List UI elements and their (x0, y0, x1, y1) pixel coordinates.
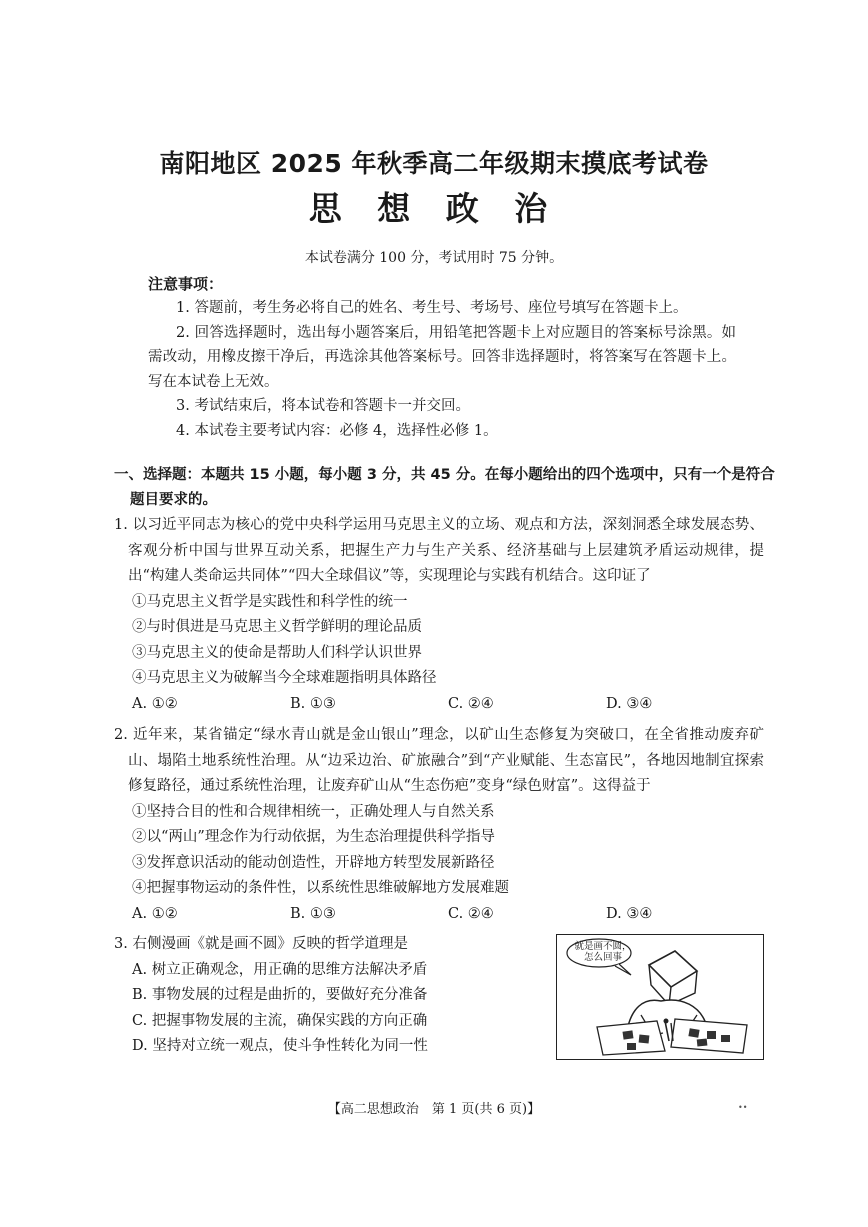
notice-item: 3. 考试结束后，将本试卷和答题卡一并交回。 (176, 398, 470, 414)
option-b: B. 事物发展的过程是曲折的，要做好充分准备 (132, 987, 428, 1003)
notice-item: 1. 答题前，考生务必将自己的姓名、考生号、考场号、座位号填写在答题卡上。 (176, 300, 688, 316)
notice-list (148, 296, 736, 443)
option-a: A. 树立正确观念，用正确的思维方法解决矛盾 (132, 961, 428, 978)
exam-title: 南阳地区 2025 年秋季高二年级期末摸底考试卷 (159, 149, 709, 178)
cartoon-illustration (556, 934, 764, 1060)
option-d: D. ③④ (606, 695, 653, 712)
question-statement: ④马克思主义为破解当今全球难题指明具体路径 (132, 670, 437, 686)
question-statement: ④把握事物运动的条件性，以系统性思维破解地方发展难题 (132, 880, 509, 896)
question-2 (114, 723, 764, 927)
question-statement: ①坚持合目的性和合规律相统一，正确处理人与自然关系 (132, 803, 495, 820)
question-options (114, 902, 764, 928)
corner-mark: •• (738, 1103, 748, 1112)
notice-item: 4. 本试卷主要考试内容：必修 4，选择性必修 1。 (176, 422, 498, 439)
option-c: C. ②④ (448, 905, 494, 922)
question-statement: ③马克思主义的使命是帮助人们科学认识世界 (132, 644, 422, 661)
option-a: A. ①② (132, 905, 178, 922)
option-b: B. ①③ (290, 695, 336, 712)
question-stem: 1. 以习近平同志为核心的党中央科学运用马克思主义的立场、观点和方法，深刻洞悉全球发展态势、客观分析中国与世界互动关系，把握生产力与生产关系、经济基础与上层建筑矛盾运动规律，提出“构建人类命运共同体”“四大全球倡议”等，实现理论与实践有机结合。这印证了 (114, 517, 764, 584)
question-options (114, 692, 764, 718)
option-d: D. 坚持对立统一观点，使斗争性转化为同一性 (132, 1038, 428, 1054)
question-statement: ②与时俱进是马克思主义哲学鲜明的理论品质 (132, 619, 422, 635)
speech-bubble-tail (615, 964, 631, 975)
question-statement: ②以“两山”理念作为行动依据，为生态治理提供科学指导 (132, 829, 495, 845)
question-stem: 3. 右侧漫画《就是画不圆》反映的哲学道理是 (114, 936, 408, 952)
cartoon-speech-text: 就是画不圆， 怎么回事 (574, 941, 632, 963)
subject-title: 思 想 政 治 (308, 189, 560, 228)
section-heading: 一、选择题：本题共 15 小题，每小题 3 分，共 45 分。在每小题给出的四个选项中，只有一个是符合题目要求的。 (114, 467, 775, 508)
notice-item: 2. 回答选择题时，选出每小题答案后，用铅笔把答题卡上对应题目的答案标号涂黑。如需改动，用橡皮擦干净后，再选涂其他答案标号。回答非选择题时，将答案写在答题卡上。写在本试卷上无效。 (148, 324, 736, 390)
question-stem: 2. 近年来，某省锚定“绿水青山就是金山银山”理念，以矿山生态修复为突破口，在全省推动废弃矿山、塌陷土地系统性治理。从“边采边治、矿旅融合”到“产业赋能、生态富民”，各地因地制宜探索修复路径，通过系统性治理，让废弃矿山从“生态伤疤”变身“绿色财富”。这得益于 (114, 727, 764, 794)
box-head (649, 951, 697, 987)
question-3 (114, 932, 544, 1060)
option-c: C. 把握事物发展的主流，确保实践的方向正确 (132, 1012, 428, 1029)
option-c: C. ②④ (448, 695, 494, 712)
exam-info: 本试卷满分 100 分，考试用时 75 分钟。 (304, 250, 564, 266)
page-footer: 【高二思想政治 第 1 页(共 6 页)】 (327, 1102, 541, 1117)
notice-heading: 注意事项： (148, 275, 224, 293)
option-d: D. ③④ (606, 905, 653, 922)
option-a: A. ①② (132, 695, 178, 712)
question-statement: ①马克思主义哲学是实践性和科学性的统一 (132, 593, 408, 610)
question-statement: ③发挥意识活动的能动创造性，开辟地方转型发展新路径 (132, 854, 495, 871)
option-b: B. ①③ (290, 905, 336, 922)
question-1 (114, 513, 764, 717)
